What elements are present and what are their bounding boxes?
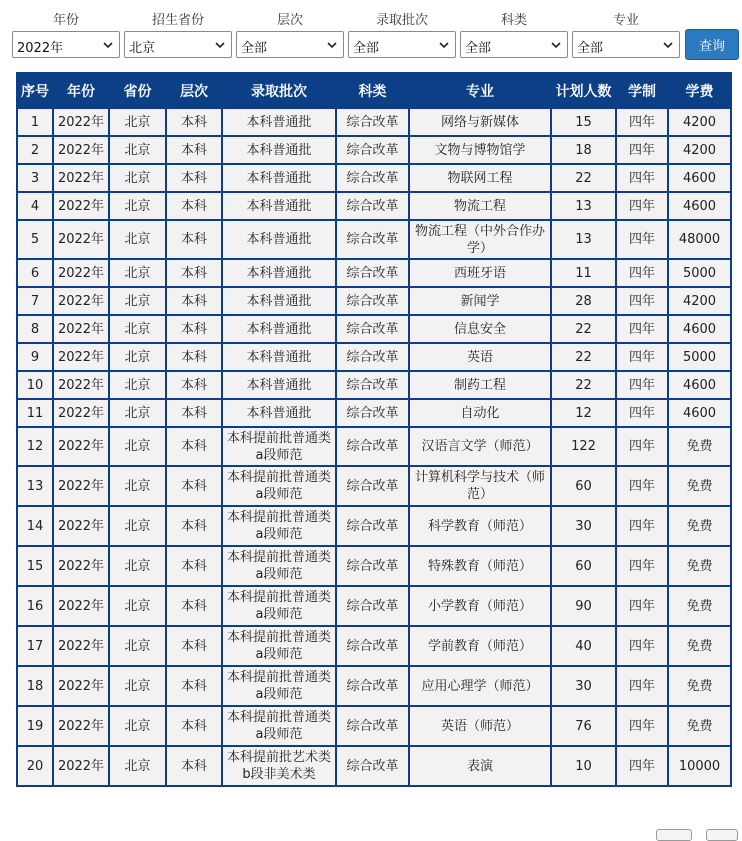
cell-year: 2022年 <box>53 220 109 259</box>
cell-index: 16 <box>17 586 53 626</box>
cell-major: 应用心理学（师范） <box>409 666 551 706</box>
cell-index: 20 <box>17 746 53 786</box>
cell-major: 汉语言文学（师范） <box>409 427 551 466</box>
cell-batch: 本科普通批 <box>222 343 336 371</box>
cell-plan-count: 90 <box>551 586 616 626</box>
cell-duration: 四年 <box>616 315 668 343</box>
table-row <box>17 164 731 192</box>
query-button[interactable]: 查询 <box>685 29 739 60</box>
cell-tuition: 4600 <box>668 164 731 192</box>
cell-level: 本科 <box>166 371 222 399</box>
cell-index: 6 <box>17 259 53 287</box>
cell-tuition: 5000 <box>668 343 731 371</box>
batch-select-value: 全部 <box>353 41 380 56</box>
cell-level: 本科 <box>166 315 222 343</box>
cell-batch: 本科提前批普通类a段师范 <box>222 427 336 466</box>
cell-category: 综合改革 <box>336 746 409 786</box>
cell-index: 14 <box>17 506 53 546</box>
cell-tuition: 4600 <box>668 192 731 220</box>
cell-category: 综合改革 <box>336 136 409 164</box>
level-filter-label: 层次 <box>276 13 303 28</box>
cell-batch: 本科普通批 <box>222 371 336 399</box>
cell-index: 10 <box>17 371 53 399</box>
cell-tuition: 免费 <box>668 466 731 506</box>
cell-plan-count: 22 <box>551 371 616 399</box>
cell-province: 北京 <box>109 666 166 706</box>
cell-batch: 本科普通批 <box>222 287 336 315</box>
cell-duration: 四年 <box>616 746 668 786</box>
cell-category: 综合改革 <box>336 399 409 427</box>
cell-index: 3 <box>17 164 53 192</box>
cell-category: 综合改革 <box>336 259 409 287</box>
cell-year: 2022年 <box>53 427 109 466</box>
cell-tuition: 免费 <box>668 666 731 706</box>
cell-batch: 本科提前批普通类a段师范 <box>222 466 336 506</box>
cell-province: 北京 <box>109 427 166 466</box>
cell-index: 2 <box>17 136 53 164</box>
cell-year: 2022年 <box>53 164 109 192</box>
cell-category: 综合改革 <box>336 466 409 506</box>
cell-province: 北京 <box>109 136 166 164</box>
cell-duration: 四年 <box>616 399 668 427</box>
cell-major: 英语 <box>409 343 551 371</box>
cell-batch: 本科提前批普通类a段师范 <box>222 626 336 666</box>
table-row <box>17 220 731 259</box>
cell-category: 综合改革 <box>336 192 409 220</box>
cell-year: 2022年 <box>53 626 109 666</box>
cell-major: 自动化 <box>409 399 551 427</box>
cell-duration: 四年 <box>616 706 668 746</box>
cell-major: 物流工程 <box>409 192 551 220</box>
chevron-down-icon <box>438 39 450 51</box>
cell-category: 综合改革 <box>336 666 409 706</box>
cell-duration: 四年 <box>616 108 668 136</box>
cell-tuition: 4600 <box>668 371 731 399</box>
batch-select[interactable] <box>348 31 456 58</box>
cell-duration: 四年 <box>616 666 668 706</box>
cell-duration: 四年 <box>616 287 668 315</box>
cell-year: 2022年 <box>53 706 109 746</box>
cell-plan-count: 122 <box>551 427 616 466</box>
filter-bar <box>0 0 742 64</box>
table-row <box>17 506 731 546</box>
cell-province: 北京 <box>109 259 166 287</box>
cell-category: 综合改革 <box>336 164 409 192</box>
cell-major: 学前教育（师范） <box>409 626 551 666</box>
cell-level: 本科 <box>166 427 222 466</box>
header-duration: 学制 <box>616 73 668 108</box>
cell-duration: 四年 <box>616 343 668 371</box>
cell-category: 综合改革 <box>336 315 409 343</box>
cell-year: 2022年 <box>53 506 109 546</box>
province-filter-label: 招生省份 <box>151 13 204 28</box>
cell-year: 2022年 <box>53 466 109 506</box>
cell-tuition: 4200 <box>668 287 731 315</box>
cell-index: 11 <box>17 399 53 427</box>
cell-province: 北京 <box>109 626 166 666</box>
cell-province: 北京 <box>109 192 166 220</box>
chevron-down-icon <box>102 39 114 51</box>
cell-batch: 本科普通批 <box>222 108 336 136</box>
cell-batch: 本科普通批 <box>222 315 336 343</box>
cell-batch: 本科提前批艺术类b段非美术类 <box>222 746 336 786</box>
cell-batch: 本科提前批普通类a段师范 <box>222 506 336 546</box>
cell-major: 网络与新媒体 <box>409 108 551 136</box>
table-row <box>17 371 731 399</box>
cell-province: 北京 <box>109 220 166 259</box>
cell-province: 北京 <box>109 371 166 399</box>
cell-batch: 本科普通批 <box>222 164 336 192</box>
table-row <box>17 287 731 315</box>
header-plan-count: 计划人数 <box>551 73 616 108</box>
cell-year: 2022年 <box>53 399 109 427</box>
header-level: 层次 <box>166 73 222 108</box>
chevron-down-icon <box>550 39 562 51</box>
cell-province: 北京 <box>109 466 166 506</box>
cell-province: 北京 <box>109 164 166 192</box>
table-row <box>17 746 731 786</box>
cell-duration: 四年 <box>616 546 668 586</box>
cell-major: 制药工程 <box>409 371 551 399</box>
cell-plan-count: 10 <box>551 746 616 786</box>
cell-tuition: 48000 <box>668 220 731 259</box>
cell-year: 2022年 <box>53 108 109 136</box>
cell-batch: 本科普通批 <box>222 399 336 427</box>
cell-year: 2022年 <box>53 192 109 220</box>
cell-plan-count: 12 <box>551 399 616 427</box>
cell-duration: 四年 <box>616 626 668 666</box>
cell-batch: 本科普通批 <box>222 136 336 164</box>
cell-year: 2022年 <box>53 586 109 626</box>
year-select[interactable] <box>12 31 120 58</box>
cell-category: 综合改革 <box>336 343 409 371</box>
cell-major: 英语（师范） <box>409 706 551 746</box>
table-row <box>17 546 731 586</box>
cell-level: 本科 <box>166 287 222 315</box>
header-batch: 录取批次 <box>222 73 336 108</box>
major-filter-label: 专业 <box>612 13 639 28</box>
cell-year: 2022年 <box>53 343 109 371</box>
cell-level: 本科 <box>166 136 222 164</box>
province-select-value: 北京 <box>129 41 156 56</box>
cell-duration: 四年 <box>616 371 668 399</box>
cell-province: 北京 <box>109 315 166 343</box>
year-filter-label: 年份 <box>52 13 79 28</box>
pager-button[interactable] <box>656 829 692 841</box>
table-row <box>17 399 731 427</box>
cell-category: 综合改革 <box>336 287 409 315</box>
cell-level: 本科 <box>166 220 222 259</box>
chevron-down-icon <box>214 39 226 51</box>
chevron-down-icon <box>662 39 674 51</box>
cell-plan-count: 22 <box>551 343 616 371</box>
cell-major: 新闻学 <box>409 287 551 315</box>
cell-batch: 本科提前批普通类a段师范 <box>222 586 336 626</box>
cell-duration: 四年 <box>616 164 668 192</box>
cell-batch: 本科提前批普通类a段师范 <box>222 666 336 706</box>
cell-level: 本科 <box>166 399 222 427</box>
cell-major: 计算机科学与技术（师范） <box>409 466 551 506</box>
cell-plan-count: 28 <box>551 287 616 315</box>
cell-plan-count: 22 <box>551 164 616 192</box>
cell-tuition: 免费 <box>668 586 731 626</box>
cell-year: 2022年 <box>53 546 109 586</box>
cell-index: 18 <box>17 666 53 706</box>
cell-year: 2022年 <box>53 371 109 399</box>
pager-button[interactable] <box>706 829 738 841</box>
cell-level: 本科 <box>166 164 222 192</box>
cell-batch: 本科普通批 <box>222 259 336 287</box>
table-row <box>17 192 731 220</box>
table-body <box>17 108 731 786</box>
enrollment-plan-table <box>16 72 732 787</box>
table-row <box>17 108 731 136</box>
header-tuition: 学费 <box>668 73 731 108</box>
category-select-value: 全部 <box>465 41 492 56</box>
cell-tuition: 免费 <box>668 706 731 746</box>
cell-level: 本科 <box>166 192 222 220</box>
cell-year: 2022年 <box>53 315 109 343</box>
cell-tuition: 4600 <box>668 399 731 427</box>
major-select[interactable] <box>572 31 680 58</box>
cell-category: 综合改革 <box>336 706 409 746</box>
cell-year: 2022年 <box>53 259 109 287</box>
table-row <box>17 666 731 706</box>
cell-major: 文物与博物馆学 <box>409 136 551 164</box>
cell-level: 本科 <box>166 666 222 706</box>
cell-index: 13 <box>17 466 53 506</box>
cell-tuition: 5000 <box>668 259 731 287</box>
cell-level: 本科 <box>166 108 222 136</box>
table-row <box>17 136 731 164</box>
cell-tuition: 免费 <box>668 546 731 586</box>
cell-index: 17 <box>17 626 53 666</box>
table-header-row <box>17 73 731 108</box>
cell-category: 综合改革 <box>336 371 409 399</box>
cell-province: 北京 <box>109 506 166 546</box>
cell-duration: 四年 <box>616 220 668 259</box>
cell-category: 综合改革 <box>336 427 409 466</box>
cell-plan-count: 13 <box>551 220 616 259</box>
cell-category: 综合改革 <box>336 108 409 136</box>
cell-province: 北京 <box>109 343 166 371</box>
cell-major: 小学教育（师范） <box>409 586 551 626</box>
cell-level: 本科 <box>166 626 222 666</box>
cell-plan-count: 13 <box>551 192 616 220</box>
cell-duration: 四年 <box>616 506 668 546</box>
cell-province: 北京 <box>109 706 166 746</box>
cell-plan-count: 60 <box>551 546 616 586</box>
cell-index: 1 <box>17 108 53 136</box>
cell-major: 信息安全 <box>409 315 551 343</box>
cell-plan-count: 22 <box>551 315 616 343</box>
cell-index: 8 <box>17 315 53 343</box>
cell-major: 科学教育（师范） <box>409 506 551 546</box>
cell-index: 4 <box>17 192 53 220</box>
cell-level: 本科 <box>166 586 222 626</box>
cell-plan-count: 60 <box>551 466 616 506</box>
cell-plan-count: 76 <box>551 706 616 746</box>
cell-province: 北京 <box>109 586 166 626</box>
cell-category: 综合改革 <box>336 626 409 666</box>
cell-year: 2022年 <box>53 287 109 315</box>
chevron-down-icon <box>326 39 338 51</box>
cell-duration: 四年 <box>616 586 668 626</box>
cell-plan-count: 30 <box>551 506 616 546</box>
cell-province: 北京 <box>109 108 166 136</box>
cell-province: 北京 <box>109 399 166 427</box>
cell-province: 北京 <box>109 287 166 315</box>
cell-major: 表演 <box>409 746 551 786</box>
table-row <box>17 427 731 466</box>
table-row <box>17 626 731 666</box>
category-select[interactable] <box>460 31 568 58</box>
cell-tuition: 4600 <box>668 315 731 343</box>
cell-plan-count: 11 <box>551 259 616 287</box>
cell-level: 本科 <box>166 343 222 371</box>
year-select-value: 2022年 <box>17 41 64 56</box>
cell-major: 西班牙语 <box>409 259 551 287</box>
cell-year: 2022年 <box>53 746 109 786</box>
cell-index: 15 <box>17 546 53 586</box>
cell-province: 北京 <box>109 746 166 786</box>
category-filter-label: 科类 <box>500 13 527 28</box>
table-row <box>17 586 731 626</box>
cell-tuition: 免费 <box>668 626 731 666</box>
cell-tuition: 免费 <box>668 506 731 546</box>
table-row <box>17 315 731 343</box>
cell-tuition: 10000 <box>668 746 731 786</box>
table-row <box>17 706 731 746</box>
major-select-value: 全部 <box>577 41 604 56</box>
cell-level: 本科 <box>166 746 222 786</box>
cell-index: 19 <box>17 706 53 746</box>
cell-category: 综合改革 <box>336 586 409 626</box>
batch-filter-label: 录取批次 <box>375 13 428 28</box>
cell-year: 2022年 <box>53 136 109 164</box>
cell-batch: 本科普通批 <box>222 220 336 259</box>
cell-batch: 本科提前批普通类a段师范 <box>222 706 336 746</box>
cell-level: 本科 <box>166 706 222 746</box>
cell-level: 本科 <box>166 506 222 546</box>
cell-major: 物流工程（中外合作办学） <box>409 220 551 259</box>
header-index: 序号 <box>17 73 53 108</box>
cell-index: 7 <box>17 287 53 315</box>
cell-major: 物联网工程 <box>409 164 551 192</box>
cell-batch: 本科提前批普通类a段师范 <box>222 546 336 586</box>
cell-index: 9 <box>17 343 53 371</box>
cell-province: 北京 <box>109 546 166 586</box>
cell-index: 5 <box>17 220 53 259</box>
cell-major: 特殊教育（师范） <box>409 546 551 586</box>
header-major: 专业 <box>409 73 551 108</box>
cell-category: 综合改革 <box>336 546 409 586</box>
cell-tuition: 免费 <box>668 427 731 466</box>
cell-category: 综合改革 <box>336 506 409 546</box>
header-year: 年份 <box>53 73 109 108</box>
level-select[interactable] <box>236 31 344 58</box>
table-row <box>17 466 731 506</box>
cell-index: 12 <box>17 427 53 466</box>
cell-plan-count: 40 <box>551 626 616 666</box>
cell-category: 综合改革 <box>336 220 409 259</box>
cell-plan-count: 15 <box>551 108 616 136</box>
province-select[interactable] <box>124 31 232 58</box>
cell-plan-count: 18 <box>551 136 616 164</box>
cell-duration: 四年 <box>616 427 668 466</box>
table-row <box>17 259 731 287</box>
cell-year: 2022年 <box>53 666 109 706</box>
cell-tuition: 4200 <box>668 108 731 136</box>
cell-duration: 四年 <box>616 259 668 287</box>
cell-level: 本科 <box>166 466 222 506</box>
cell-level: 本科 <box>166 259 222 287</box>
cell-plan-count: 30 <box>551 666 616 706</box>
cell-tuition: 4200 <box>668 136 731 164</box>
header-province: 省份 <box>109 73 166 108</box>
table-row <box>17 343 731 371</box>
header-category: 科类 <box>336 73 409 108</box>
cell-duration: 四年 <box>616 136 668 164</box>
cell-duration: 四年 <box>616 466 668 506</box>
level-select-value: 全部 <box>241 41 268 56</box>
cell-batch: 本科普通批 <box>222 192 336 220</box>
cell-level: 本科 <box>166 546 222 586</box>
cell-duration: 四年 <box>616 192 668 220</box>
